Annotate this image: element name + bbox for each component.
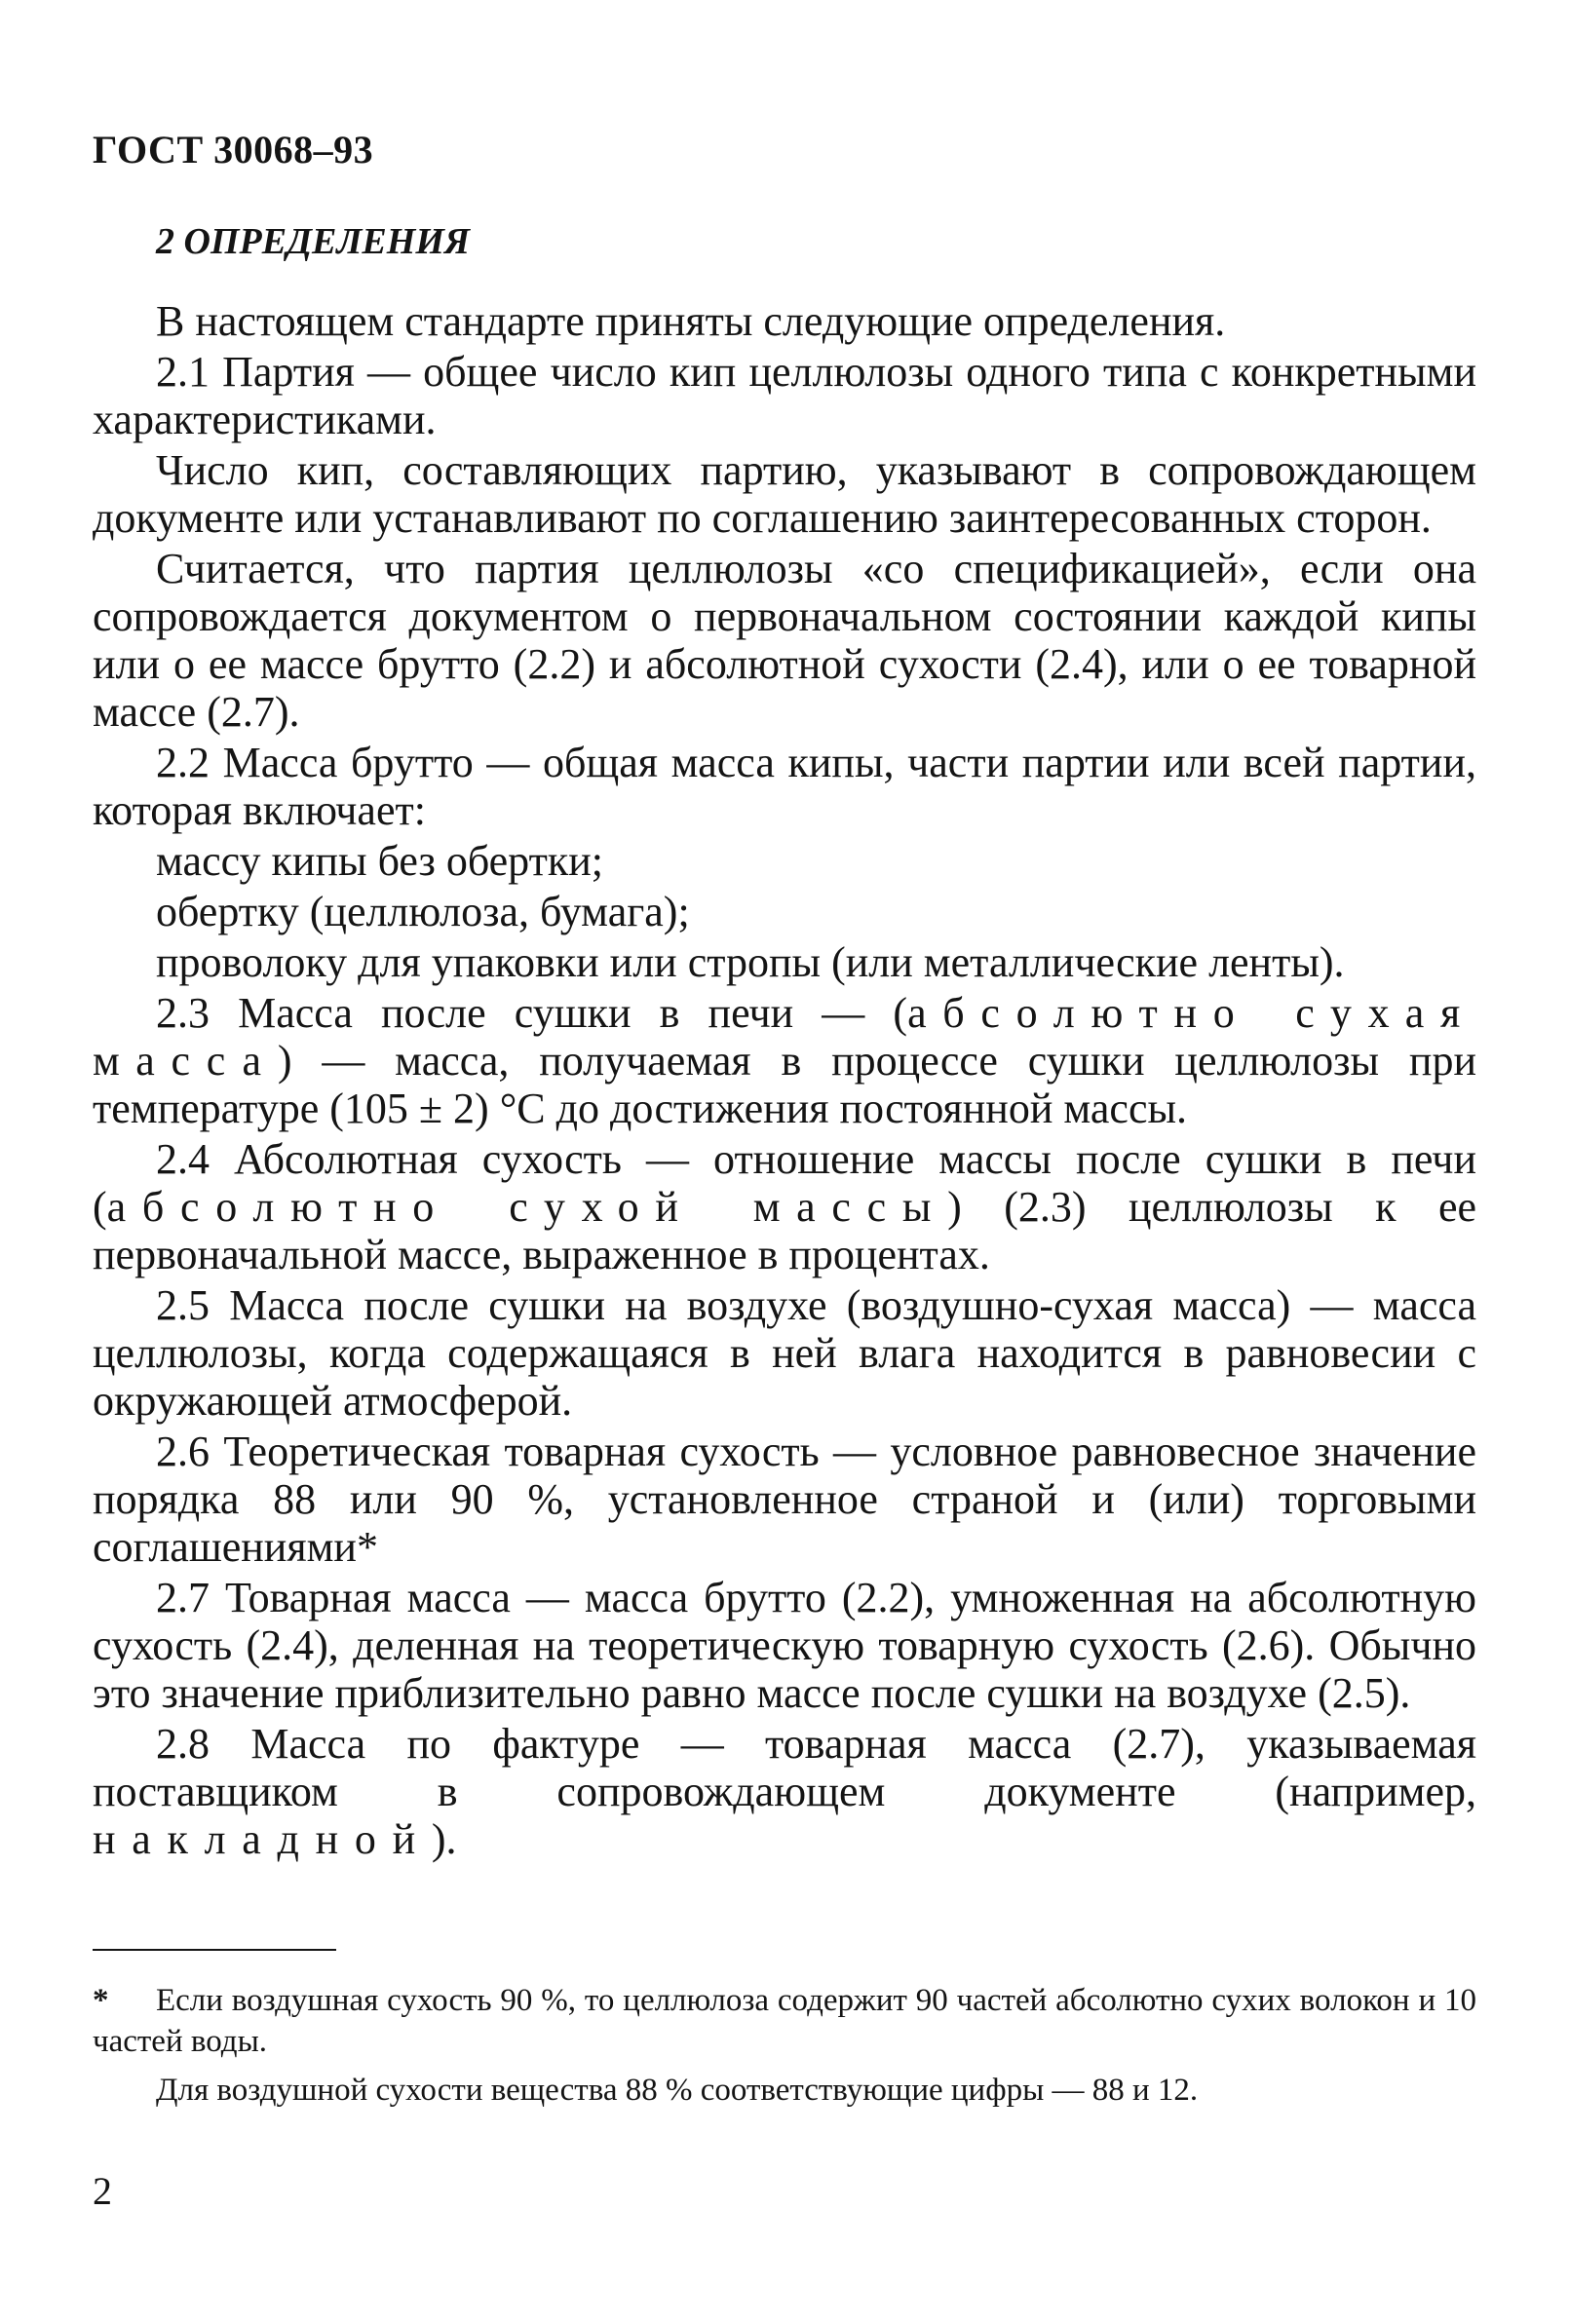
definition-2-3-lead: 2.3 Масса после сушки в печи — (	[156, 989, 908, 1037]
definition-2-8-lead: 2.8 Масса по фактуре — товарная масса (2.7), указываемая поставщиком в сопровождающем документе (например,	[93, 1720, 1476, 1815]
footnote-line-2: Для воздушной сухости вещества 88 % соответствующие цифры — 88 и 12.	[156, 2073, 1199, 2108]
definition-2-3-tail: ) — масса, получаемая в процессе сушки целлюлозы при температуре (105 ± 2) °С до достижения постоянной массы.	[93, 1037, 1476, 1132]
document-code: ГОСТ 30068–93	[93, 128, 374, 171]
definition-2-3	[93, 989, 1476, 1132]
definition-2-6: 2.6 Теоретическая товарная сухость — условное равновесное значение порядка 88 или 90 %, установленное страной и (или) торговыми соглашениями*	[93, 1428, 1476, 1571]
definition-2-2-item-2: обертку (целлюлоза, бумага);	[156, 888, 690, 935]
definition-2-4-tail: ) (2.3) целлюлозы к ее первоначальной массе, выраженное в процентах.	[93, 1183, 1477, 1278]
definition-2-5: 2.5 Масса после сушки на воздухе (воздушно-сухая масса) — масса целлюлозы, когда содержащаяся в ней влага находится в равновесии с окружающей атмосферой.	[93, 1281, 1476, 1425]
definition-2-4	[93, 1135, 1476, 1278]
definition-2-3-spaced-term: абсолютно сухая масса	[93, 989, 1476, 1085]
intro-paragraph: В настоящем стандарте приняты следующие определения.	[156, 297, 1226, 345]
definition-2-4-lead: 2.4 Абсолютная сухость — отношение массы после сушки в печи (	[93, 1135, 1476, 1231]
footnote-text-1: Если воздушная сухость 90 %, то целлюлоза содержит 90 частей абсолютно сухих волокон и 10 частей воды.	[93, 1983, 1476, 2059]
definition-2-4-spaced-term: абсолютно сухой массы	[106, 1183, 948, 1231]
definition-2-8	[93, 1720, 1476, 1863]
definition-2-8-spaced-term: накладной	[93, 1815, 432, 1863]
definitions-body	[93, 297, 1476, 1866]
definition-2-2-item-3: проволоку для упаковки или стропы (или металлические ленты).	[156, 938, 1345, 986]
footnote-divider	[93, 1949, 336, 1951]
definition-2-2-item-1: массу кипы без обертки;	[156, 837, 603, 885]
section-title: 2 ОПРЕДЕЛЕНИЯ	[156, 221, 471, 262]
footnote-mark: *	[93, 1983, 109, 2018]
page-number: 2	[93, 2169, 112, 2213]
definition-2-8-tail: ).	[431, 1815, 457, 1863]
footnote	[93, 1980, 1476, 2118]
footnote-line-1	[93, 1980, 1476, 2062]
definition-2-1-specification: Считается, что партия целлюлозы «со спецификацией», если она сопровождается документом о первоначальном состоянии каждой кипы или о ее массе брутто (2.2) и абсолютной сухости (2.4), или о ее товарной массе (2.7).	[93, 545, 1476, 736]
definition-2-1: 2.1 Партия — общее число кип целлюлозы одного типа с конкретными характеристиками.	[93, 348, 1476, 443]
definition-2-7: 2.7 Товарная масса — масса брутто (2.2), умноженная на абсолютную сухость (2.4), деленная на теоретическую товарную сухость (2.6). Обычно это значение приблизительно равно массе после сушки на воздухе (2.5).	[93, 1574, 1476, 1717]
definition-2-2: 2.2 Масса брутто — общая масса кипы, части партии или всей партии, которая включает:	[93, 739, 1476, 834]
definition-2-1-count: Число кип, составляющих партию, указывают в сопровождающем документе или устанавливают по соглашению заинтересованных сторон.	[93, 446, 1476, 542]
